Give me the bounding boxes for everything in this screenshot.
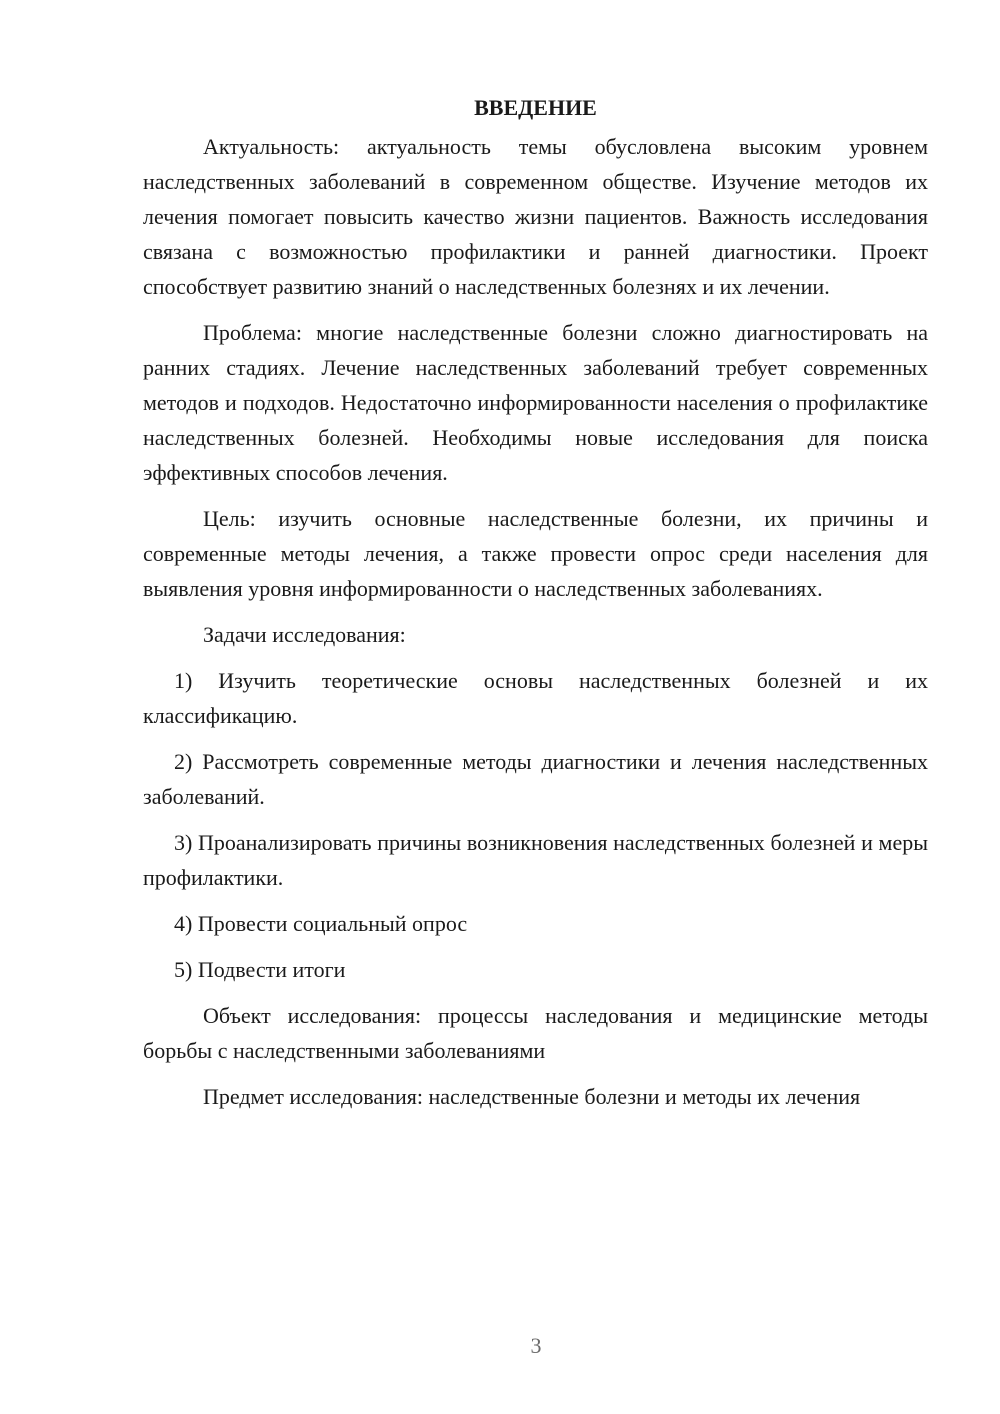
- goal-paragraph: Цель: изучить основные наследственные болезни, их причины и современные методы лечения, а также провести опрос среди населения для выявления уровня информированности о наследственных заболеваниях.: [143, 506, 928, 601]
- object-paragraph: Объект исследования: процессы наследования и медицинские методы борьбы с наследственными заболеваниями: [143, 1003, 928, 1063]
- tasks-heading: Задачи исследования:: [203, 622, 406, 647]
- page-number: 3: [530, 1333, 542, 1358]
- problem-paragraph: Проблема: многие наследственные болезни сложно диагностировать на ранних стадиях. Лечение наследственных заболеваний требует современных методов и подходов. Недостаточно информированности населения о профилактике наследственных болезней. Необходимы новые исследования для поиска эффективных способов лечения.: [143, 320, 928, 485]
- task-item-4: 4) Провести социальный опрос: [174, 911, 468, 936]
- document-page: [143, 90, 928, 1125]
- task-item-1: 1) Изучить теоретические основы наследственных болезней и их классификацию.: [143, 668, 928, 728]
- page-title: ВВЕДЕНИЕ: [474, 95, 597, 120]
- task-item-2: 2) Рассмотреть современные методы диагностики и лечения наследственных заболеваний.: [143, 749, 928, 809]
- subject-paragraph: Предмет исследования: наследственные болезни и методы их лечения: [203, 1084, 861, 1109]
- relevance-paragraph: Актуальность: актуальность темы обусловлена высоким уровнем наследственных заболеваний в современном обществе. Изучение методов их лечения помогает повысить качество жизни пациентов. Важность исследования связана с возможностью профилактики и ранней диагностики. Проект способствует развитию знаний о наследственных болезнях и их лечении.: [143, 134, 928, 299]
- task-item-5: 5) Подвести итоги: [174, 957, 346, 982]
- task-item-3: 3) Проанализировать причины возникновения наследственных болезней и меры профилактики.: [143, 830, 928, 890]
